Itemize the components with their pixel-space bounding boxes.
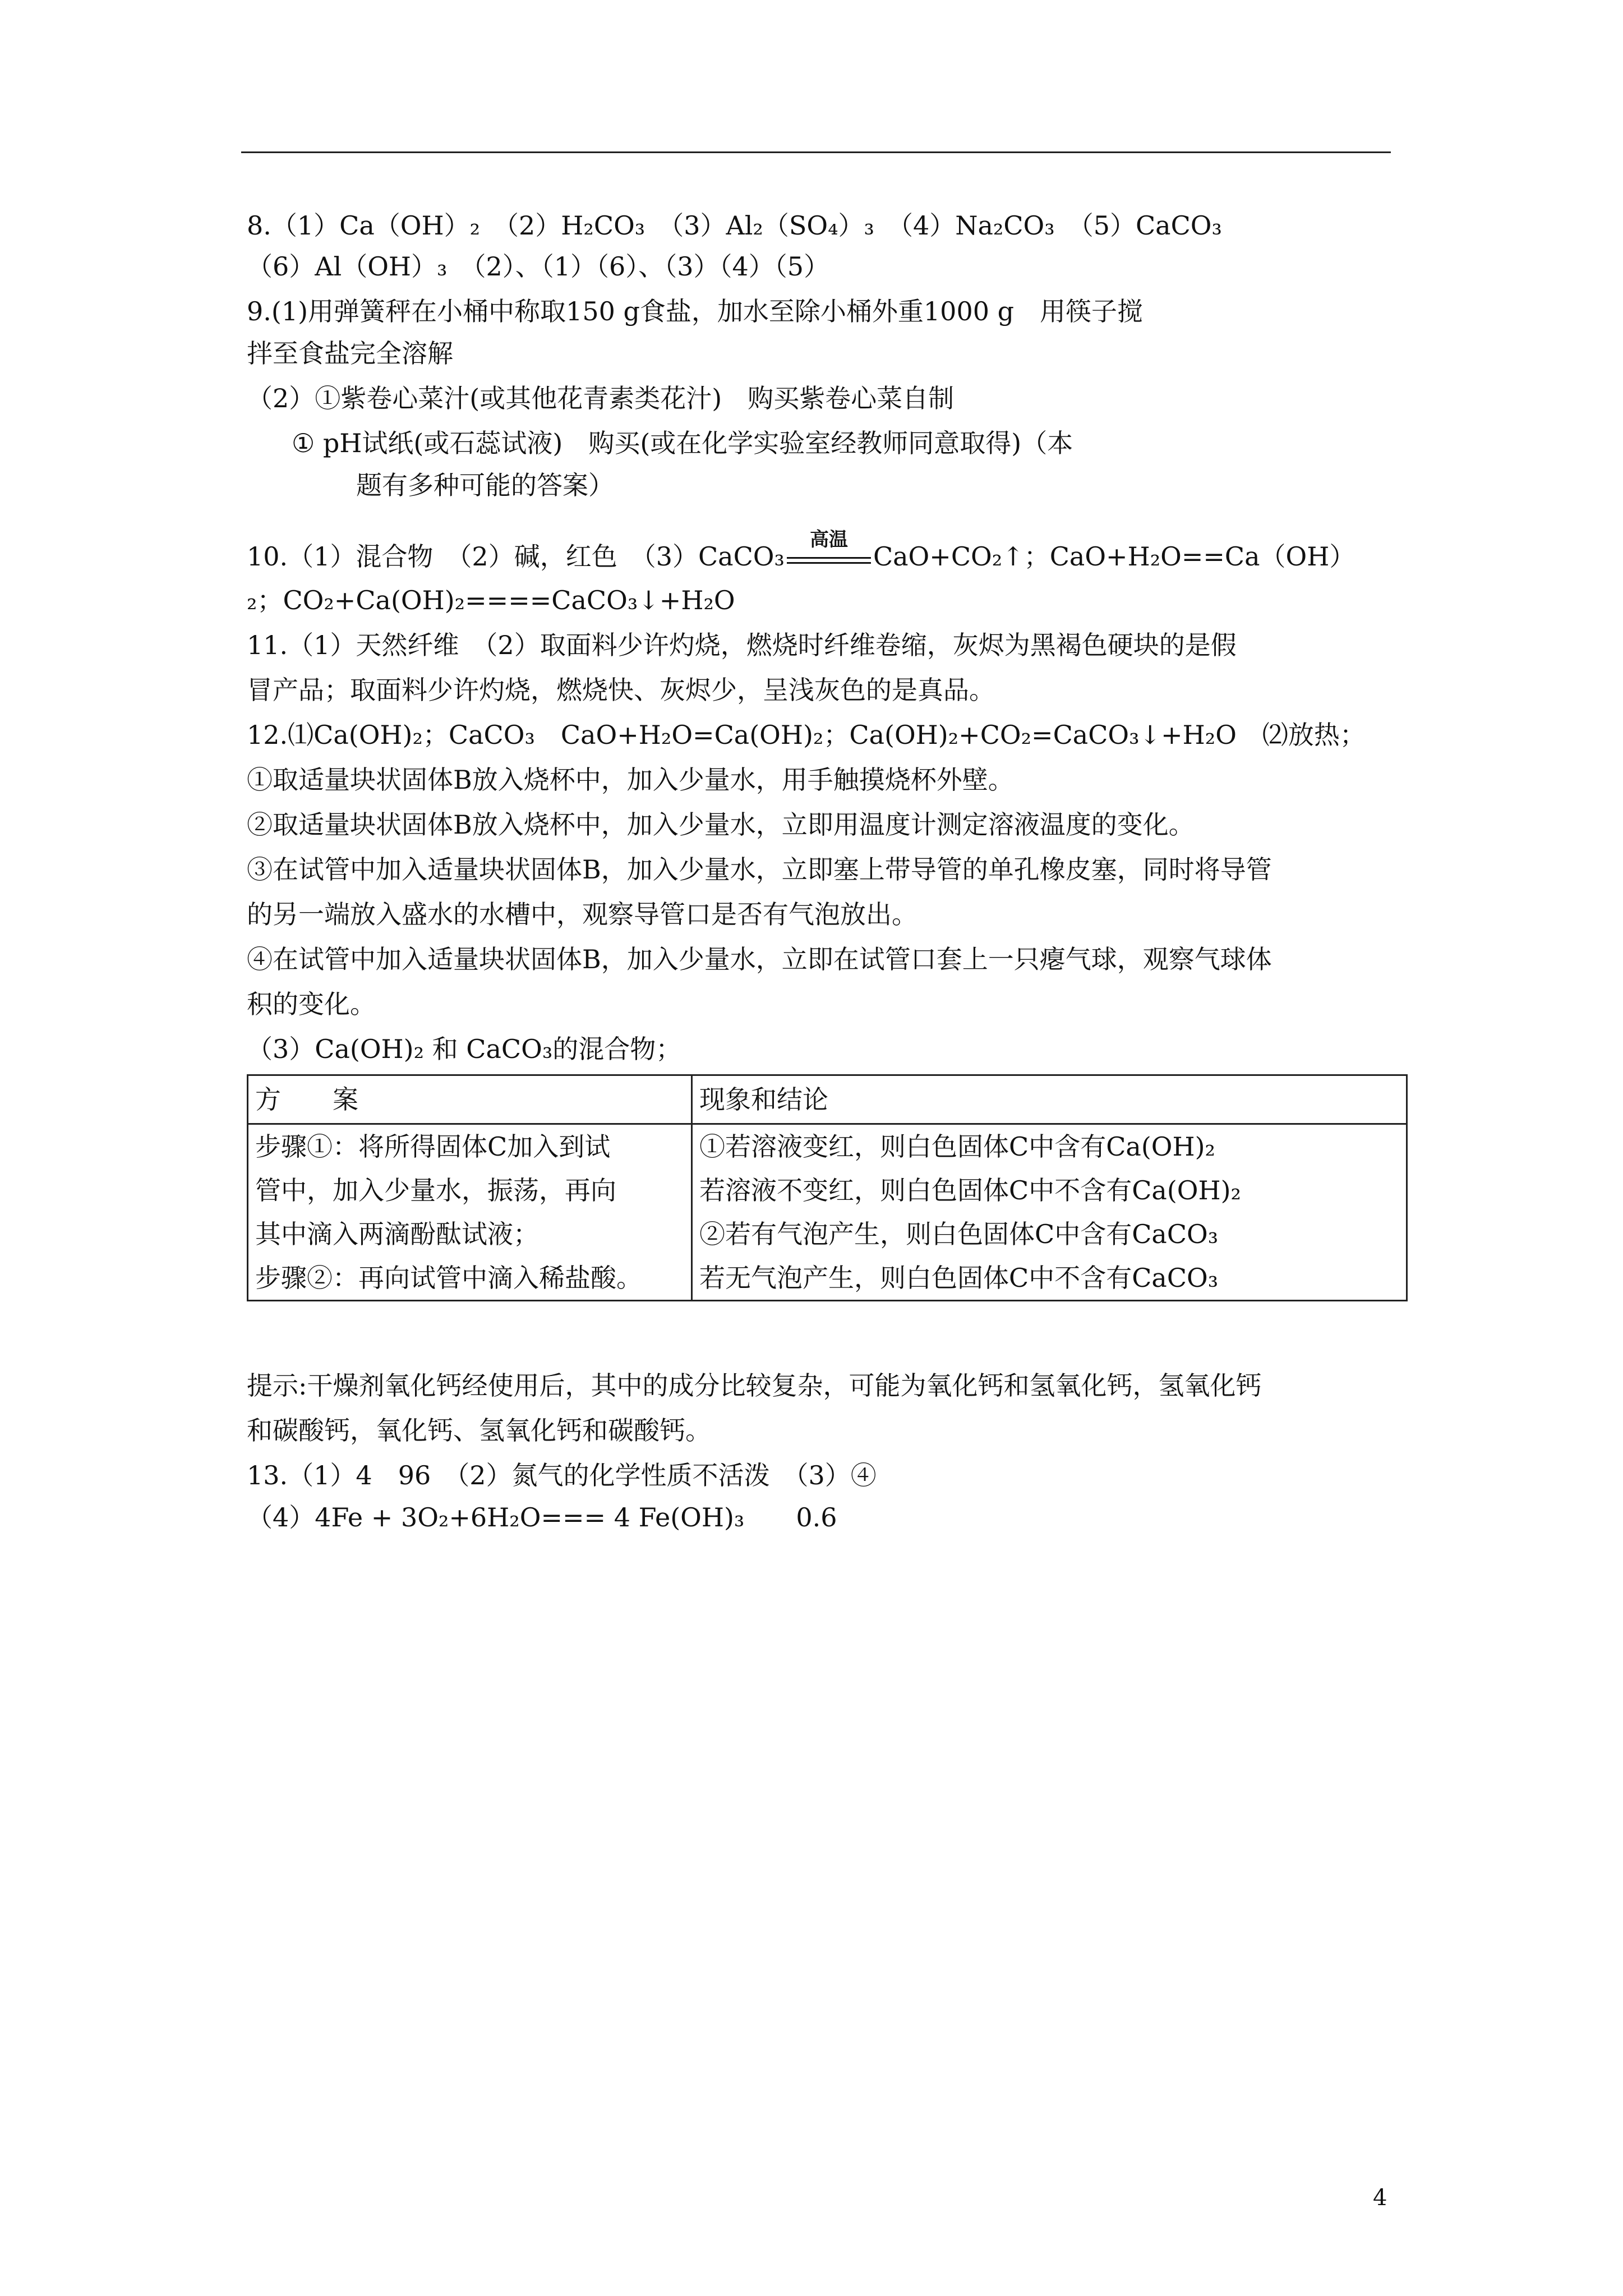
answer-9-line-4: ① pH试纸(或石蕊试液) 购买(或在化学实验室经教师同意取得)（本 (292, 428, 1073, 458)
header-rule (241, 151, 1391, 153)
answer-12-line-5: 的另一端放入盛水的水槽中，观察导管口是否有气泡放出。 (247, 899, 917, 930)
table-header-result: 现象和结论 (692, 1075, 1407, 1124)
hint-line-1: 提示:干燥剂氧化钙经使用后，其中的成分比较复杂，可能为氧化钙和氢氧化钙，氢氧化钙 (247, 1370, 1262, 1401)
answer-12-line-2: ①取适量块状固体B放入烧杯中，加入少量水，用手触摸烧杯外壁。 (247, 765, 1014, 795)
answer-9-line-3: （2）①紫卷心菜汁(或其他花青素类花汁) 购买紫卷心菜自制 (247, 383, 955, 413)
answer-9-line-1: 9.(1)用弹簧秤在小桶中称取150 g食盐，加水至除小桶外重1000 g 用筷子搅 (247, 296, 1144, 326)
answer-13-line-2: （4）4Fe + 3O₂+6H₂O=== 4 Fe(OH)₃ 0.6 (247, 1502, 837, 1533)
table-header-row (248, 1075, 1407, 1124)
answer-10-line-2: ₂；CO₂+Ca(OH)₂====CaCO₃↓+H₂O (247, 585, 735, 615)
table-row (248, 1124, 1407, 1301)
answer-12-line-3: ②取适量块状固体B放入烧杯中，加入少量水，立即用温度计测定溶液温度的变化。 (247, 809, 1195, 840)
answer-11-line-2: 冒产品；取面料少许灼烧，燃烧快、灰烬少，呈浅灰色的是真品。 (247, 675, 995, 705)
answer-10-line-1 (247, 528, 1355, 573)
table-header-scheme: 方 案 (248, 1075, 692, 1124)
answer-8-line-2: （6）Al（OH）₃ （2）、（1）（6）、（3）（4）（5） (247, 251, 830, 282)
answer-12-line-6: ④在试管中加入适量块状固体B，加入少量水，立即在试管口套上一只瘪气球，观察气球体 (247, 944, 1272, 974)
reaction-condition-arrow (787, 528, 871, 573)
hint-line-2: 和碳酸钙，氧化钙、氢氧化钙和碳酸钙。 (247, 1415, 711, 1446)
experiment-scheme-table (247, 1074, 1408, 1301)
table-cell-conclusions (692, 1124, 1407, 1301)
conclusion-line: ②若有气泡产生，则白色固体C中含有CaCO₃ (699, 1219, 1219, 1249)
answer-12-line-1: 12.⑴Ca(OH)₂；CaCO₃ CaO+H₂O=Ca(OH)₂；Ca(OH)₂+CO₂=CaCO₃↓+H₂O ⑵放热； (247, 720, 1366, 750)
answer-12-line-8: （3）Ca(OH)₂ 和 CaCO₃的混合物； (247, 1034, 682, 1064)
answer-8-line-1: 8.（1）Ca（OH）₂ （2）H₂CO₃ （3）Al₂（SO₄）₃ （4）Na₂CO₃ （5）CaCO₃ (247, 210, 1222, 241)
conclusion-line: ①若溶液变红，则白色固体C中含有Ca(OH)₂ (699, 1131, 1215, 1162)
answer-9-line-2: 拌至食盐完全溶解 (247, 338, 453, 369)
table-cell-steps (248, 1124, 692, 1301)
answer-10-suffix: CaO+CO₂↑；CaO+H₂O==Ca（OH） (873, 541, 1355, 572)
step-line: 其中滴入两滴酚酞试液； (255, 1219, 539, 1249)
step-line: 步骤②：再向试管中滴入稀盐酸。 (255, 1263, 642, 1293)
answer-13-line-1: 13.（1）4 96 （2）氮气的化学性质不活泼 （3）④ (247, 1460, 877, 1490)
answer-10-prefix: 10.（1）混合物 （2）碱，红色 （3）CaCO₃ (247, 541, 785, 572)
reaction-condition-label: 高温 (809, 528, 848, 551)
answer-12-line-7: 积的变化。 (247, 989, 376, 1019)
answer-12-line-4: ③在试管中加入适量块状固体B，加入少量水，立即塞上带导管的单孔橡皮塞，同时将导管 (247, 854, 1272, 885)
answer-11-line-1: 11.（1）天然纤维 （2）取面料少许灼烧，燃烧时纤维卷缩，灰烬为黑褐色硬块的是假 (247, 630, 1237, 660)
conclusion-line: 若无气泡产生，则白色固体C中不含有CaCO₃ (699, 1263, 1219, 1293)
step-line: 管中，加入少量水，振荡，再向 (255, 1175, 616, 1205)
conclusion-line: 若溶液不变红，则白色固体C中不含有Ca(OH)₂ (699, 1175, 1241, 1205)
page-number: 4 (1373, 2185, 1387, 2211)
answer-9-line-5: 题有多种可能的答案） (356, 470, 614, 500)
step-line: 步骤①：将所得固体C加入到试 (255, 1131, 611, 1162)
